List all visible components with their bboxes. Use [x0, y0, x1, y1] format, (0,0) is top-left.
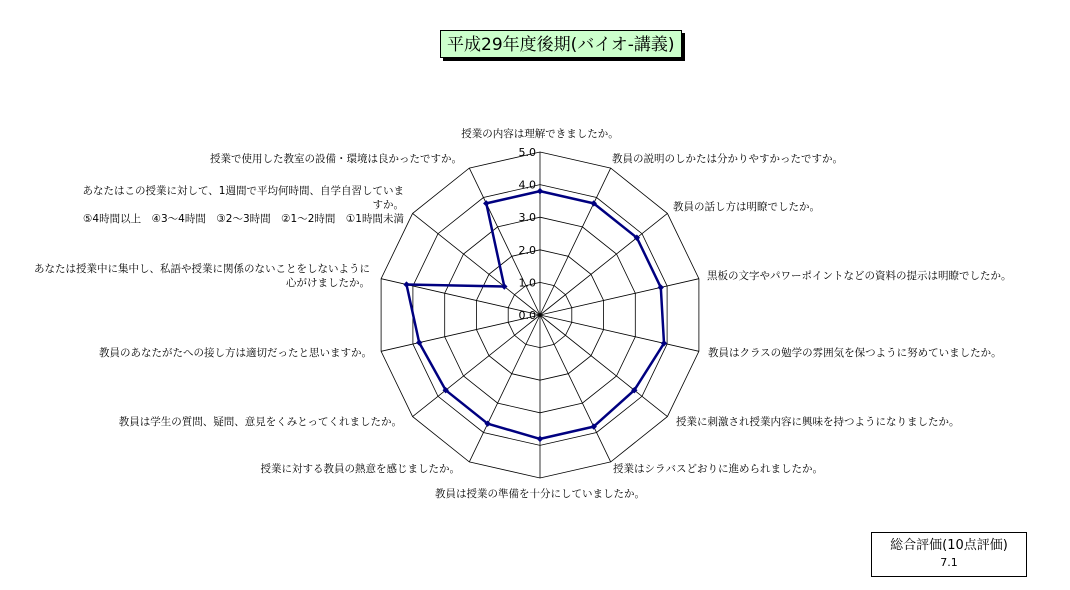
grid-spoke: [540, 279, 699, 315]
axis-label: 教員はクラスの勉学の雰囲気を保つように努めていましたか。: [708, 347, 1002, 359]
data-point: [483, 200, 489, 206]
axis-label: 授業に刺激され授業内容に興味を持つようになりましたか。: [676, 416, 960, 428]
data-point: [537, 436, 543, 442]
summary-label: 総合評価(10点評価): [890, 538, 1008, 553]
grid-spoke: [413, 213, 540, 315]
axis-label: 教員は学生の質問、疑問、意見をくみとってくれましたか。: [118, 416, 402, 428]
data-point: [403, 281, 409, 287]
summary-box: [871, 532, 1027, 577]
radar-grid: [381, 152, 699, 478]
axis-label: 教員は授業の準備を十分にしていましたか。: [435, 488, 645, 500]
axis-label: 教員のあなたがたへの接し方は適切だったと思いますか。: [99, 347, 372, 359]
axis-label: 黒板の文字やパワーポイントなどの資料の提示は明瞭でしたか。: [707, 270, 1012, 282]
axis-label: 授業に対する教員の熱意を感じましたか。: [260, 463, 460, 475]
chart-title: 平成29年度後期(バイオ-講義): [440, 30, 682, 58]
axis-label: あなたはこの授業に対して、1週間で平均何時間、自学自習していますか。 ⑤4時間以上 ④3～4時間 ③2～3時間 ②1～2時間 ①1時間未満: [82, 185, 404, 225]
radar-tick-labels: [519, 146, 537, 322]
data-point: [537, 188, 543, 194]
tick-label: 5.0: [518, 146, 536, 159]
tick-label: 4.0: [518, 178, 536, 192]
axis-label: 教員の話し方は明瞭でしたか。: [673, 201, 820, 213]
grid-spoke: [381, 315, 540, 351]
axis-label: 教員の説明のしかたは分かりやすかったですか。: [612, 153, 843, 165]
tick-label: 3.0: [518, 211, 536, 225]
axis-label: 授業で使用した教室の設備・環境は良かったですか。: [210, 153, 462, 165]
tick-label: 2.0: [518, 243, 536, 257]
tick-label: 0.0: [518, 309, 536, 322]
summary-value: 7.1: [940, 556, 958, 569]
grid-spoke: [540, 315, 699, 351]
axis-label: あなたは授業中に集中し、私語や授業に関係のないことをしないように心がけましたか。: [34, 263, 370, 289]
tick-label: 1.0: [518, 276, 536, 290]
axis-label: 授業の内容は理解できましたか。: [461, 128, 619, 140]
axis-label: 授業はシラバスどおりに進められましたか。: [613, 463, 823, 475]
